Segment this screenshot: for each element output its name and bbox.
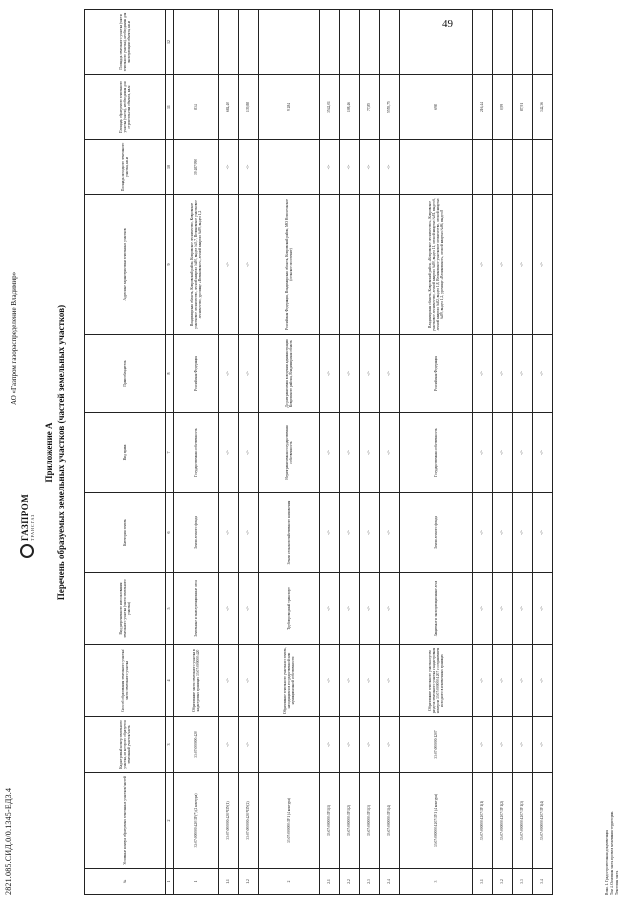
table-cell: 108,46: [340, 75, 360, 140]
table-cell: -//-: [219, 717, 239, 773]
table-cell: Неразграниченная государственная собственность: [259, 413, 320, 493]
table-cell: [513, 10, 533, 75]
table-cell: -//-: [219, 645, 239, 717]
table-row: [219, 10, 239, 895]
column-number: 1: [166, 869, 174, 895]
table-cell: -//-: [239, 335, 259, 413]
table-cell: -//-: [340, 413, 360, 493]
land-plots-table: [84, 10, 553, 895]
table-cell: 33:07:000000:420/ЗУ(*) (2 контура): [174, 773, 219, 869]
table-cell: Владимирская область, Ковровский район, «Ковровское лесничество», Ковровское участковое лесничество, лесной квартал №80, выдел 11, лесной квартал №81, выдел 6, лесной квартал №82, выдел 1,8, Великовское участковое лесничество, лесной квартал №89, выдел 1,2, урочище «Великовское», лесной квартал №86, выдел 8: [400, 195, 473, 335]
logo-text: ГАЗПРОМ: [20, 493, 30, 541]
table-cell: Защитные и эксплуатационные леса: [400, 573, 473, 645]
company-name: АО «Газпром газораспределение Владимир»: [10, 271, 18, 405]
table-cell: 3542,01: [320, 75, 340, 140]
table-cell: -//-: [513, 335, 533, 413]
table-cell: -//-: [239, 140, 259, 195]
table-cell: [340, 195, 360, 335]
table-cell: 1.1: [219, 869, 239, 895]
table-cell: 33:07:000000:ЗУ1 (4 контура): [259, 773, 320, 869]
table-cell: 834: [174, 75, 219, 140]
table-cell: -//-: [493, 717, 513, 773]
table-cell: -//-: [513, 573, 533, 645]
table-cell: -//-: [493, 413, 513, 493]
table-cell: 3.2: [493, 869, 513, 895]
table-cell: -//-: [473, 413, 493, 493]
table-row: [340, 10, 360, 895]
table-cell: [340, 10, 360, 75]
table-cell: Образование части земельного участка в кадастровых границах 33:07:000000:420: [174, 645, 219, 717]
table-row: [360, 10, 380, 895]
table-cell: [360, 10, 380, 75]
table-cell: 33:07:000000:420: [174, 717, 219, 773]
table-cell: [473, 10, 493, 75]
table-row: [259, 10, 320, 895]
table-cell: До разграничения в ведении администрации Ковровского района, Владимирская область: [259, 335, 320, 413]
table-cell: -//-: [340, 645, 360, 717]
table-cell: -//-: [360, 413, 380, 493]
appendix-title: Приложение А: [44, 422, 54, 483]
table-cell: -//-: [219, 335, 239, 413]
table-cell: -//-: [219, 413, 239, 493]
table-cell: 1: [174, 869, 219, 895]
column-number: 8: [166, 335, 174, 413]
column-header: Условные номера образуемых земельных участков/частей: [85, 773, 166, 869]
table-cell: [174, 10, 219, 75]
table-cell: 684,40: [219, 75, 239, 140]
table-cell: 216,44: [473, 75, 493, 140]
footnotes: [605, 811, 620, 895]
table-cell: Земельные и эксплуатационные леса: [174, 573, 219, 645]
table-row: [513, 10, 533, 895]
table-cell: 33:07:000000:420/ЧЗУ(2): [239, 773, 259, 869]
table-cell: 33:07:000000:1207: [400, 717, 473, 773]
column-header: Адресные характеристики земельных участков: [85, 195, 166, 335]
table-cell: -//-: [340, 335, 360, 413]
table-cell: 2: [259, 869, 320, 895]
table-cell: [239, 10, 259, 75]
table-cell: -//-: [219, 493, 239, 573]
table-cell: 2.4: [380, 869, 400, 895]
table-cell: -//-: [380, 335, 400, 413]
table-cell: 3.1: [473, 869, 493, 895]
table-cell: [400, 140, 473, 195]
footnote-line: Взам. 1. Градостроительная документация: [605, 830, 609, 895]
column-number-row: [166, 10, 174, 895]
table-cell: Государственная собственность: [400, 413, 473, 493]
table-cell: [493, 10, 513, 75]
table-cell: -//-: [533, 413, 553, 493]
table-cell: 1.2: [239, 869, 259, 895]
column-number: 6: [166, 493, 174, 573]
company-logo: [20, 488, 36, 558]
table-cell: Российская Федерация: [174, 335, 219, 413]
table-row: [174, 10, 219, 895]
column-number: 3: [166, 717, 174, 773]
table-cell: -//-: [473, 717, 493, 773]
table-row: [380, 10, 400, 895]
table-cell: -//-: [473, 195, 493, 335]
table-cell: -//-: [513, 493, 533, 573]
table-cell: -//-: [493, 335, 513, 413]
column-header: Площадь исходного земельного участка, кв.м: [85, 140, 166, 195]
table-cell: -//-: [219, 195, 239, 335]
table-cell: 3.4: [533, 869, 553, 895]
table-cell: [219, 10, 239, 75]
column-number: 7: [166, 413, 174, 493]
table-cell: -//-: [533, 195, 553, 335]
table-cell: [380, 195, 400, 335]
table-cell: -//-: [513, 717, 533, 773]
table-cell: -//-: [340, 493, 360, 573]
table-cell: -//-: [533, 645, 553, 717]
table-cell: 9 284: [259, 75, 320, 140]
column-header: №: [85, 869, 166, 895]
table-cell: -//-: [340, 140, 360, 195]
table-cell: -//-: [513, 195, 533, 335]
table-cell: [259, 717, 320, 773]
table-cell: -//-: [340, 573, 360, 645]
table-cell: 33:07:000000:420/ЧЗУ(1): [219, 773, 239, 869]
table-cell: -//-: [533, 335, 553, 413]
column-header: Площадь образуемого земельного участка (части), необходимая для строительства объекта, кв.м: [85, 75, 166, 140]
table-cell: -//-: [340, 717, 360, 773]
table-cell: 342,36: [533, 75, 553, 140]
table-cell: -//-: [473, 573, 493, 645]
document-code: 2821.085.СИД.0/0.1345-ЕД3.4: [4, 787, 13, 895]
table-cell: -//-: [239, 493, 259, 573]
table-cell: 5555,75: [380, 75, 400, 140]
table-cell: -//-: [493, 493, 513, 573]
table-cell: [320, 10, 340, 75]
footnote-line: Том 4. Основная часть проекта межевания территории.: [610, 810, 615, 895]
table-cell: -//-: [239, 413, 259, 493]
table-cell: Земли сельскохозяйственного назначения: [259, 493, 320, 573]
table-cell: -//-: [533, 717, 553, 773]
table-cell: [259, 140, 320, 195]
table-cell: -//-: [493, 195, 513, 335]
column-header: Категория земель: [85, 493, 166, 573]
table-cell: Образование земельного участка из земель, находящихся в государственной или муниципальной собственности: [259, 645, 320, 717]
table-cell: -//-: [493, 645, 513, 717]
table-cell: [360, 195, 380, 335]
table-cell: [320, 195, 340, 335]
table-cell: 33:07:000000:ЗУ1(1): [320, 773, 340, 869]
table-cell: -//-: [473, 645, 493, 717]
table-cell: [533, 10, 553, 75]
table-row: [533, 10, 553, 895]
column-header: Правообладатель: [85, 335, 166, 413]
table-cell: -//-: [360, 335, 380, 413]
table-cell: [493, 140, 513, 195]
table-cell: -//-: [320, 140, 340, 195]
table-cell: 39 487 990: [174, 140, 219, 195]
table-cell: -//-: [493, 573, 513, 645]
table-cell: [533, 140, 553, 195]
table-cell: 139,88: [239, 75, 259, 140]
table-cell: -//-: [380, 413, 400, 493]
column-number: 2: [166, 773, 174, 869]
table-cell: -//-: [473, 335, 493, 413]
table-header-row: [85, 10, 166, 895]
table-cell: -//-: [239, 717, 259, 773]
table-row: [239, 10, 259, 895]
table-cell: -//-: [513, 413, 533, 493]
table-cell: 3.3: [513, 869, 533, 895]
table-cell: -//-: [320, 413, 340, 493]
table-cell: -//-: [320, 717, 340, 773]
table-cell: -//-: [380, 493, 400, 573]
table-cell: -//-: [219, 573, 239, 645]
column-number: 11: [166, 75, 174, 140]
table-cell: -//-: [380, 140, 400, 195]
table-cell: -//-: [360, 140, 380, 195]
table-cell: -//-: [320, 493, 340, 573]
table-cell: -//-: [239, 195, 259, 335]
table-row: [493, 10, 513, 895]
table-cell: [513, 140, 533, 195]
table-cell: 33:07:000000:1207/ЗУ1(3): [513, 773, 533, 869]
table-cell: 2.1: [320, 869, 340, 895]
table-cell: Земли лесного фонда: [174, 493, 219, 573]
table-cell: -//-: [360, 573, 380, 645]
table-cell: Владимирская область, Ковровский район, Ковровское лесничество, Ковровское участковое лесничество, лесной квартал №80, выдел №5,7, Великовское участковое лесничество, урочище «Великовское», лесной квартал №89, выдел 1,2: [174, 195, 219, 335]
table-cell: 3: [400, 869, 473, 895]
table-cell: -//-: [320, 335, 340, 413]
table-cell: 77,85: [360, 75, 380, 140]
column-header: Вид разрешенного использования земельного участка (части земельного участка): [85, 573, 166, 645]
table-cell: -//-: [239, 645, 259, 717]
table-cell: -//-: [380, 717, 400, 773]
table-cell: Образование земельного участка путем раздела земельного участка с кадастровым номером 33:07:000000:1207 с сохранением исходного в измененных границах: [400, 645, 473, 717]
column-number: 10: [166, 140, 174, 195]
table-cell: [259, 10, 320, 75]
table-cell: Российская Федерация, Владимирская область, Ковровский район, МО Новосельское (сельское поселение): [259, 195, 320, 335]
table-row: [320, 10, 340, 895]
table-cell: 0,99: [493, 75, 513, 140]
table-cell: Земли лесного фонда: [400, 493, 473, 573]
column-number: 4: [166, 645, 174, 717]
column-header: Площадь земельного участка (части земельного участка), необходимая для эксплуатации объекта, кв.м: [85, 10, 166, 75]
column-header: Вид права: [85, 413, 166, 493]
column-number: 12: [166, 10, 174, 75]
table-cell: -//-: [360, 645, 380, 717]
table-cell: -//-: [533, 573, 553, 645]
column-number: 5: [166, 573, 174, 645]
table-cell: 33:07:000000:1207/ЗУ1(1): [473, 773, 493, 869]
table-cell: 2.2: [340, 869, 360, 895]
table-cell: 87,91: [513, 75, 533, 140]
table-cell: 33:07:000000:1207/ЗУ1 (4 контура): [400, 773, 473, 869]
table-cell: Трубопроводный транспорт: [259, 573, 320, 645]
page-number: 49: [442, 18, 453, 30]
table-cell: [473, 140, 493, 195]
table-cell: -//-: [380, 573, 400, 645]
logo-subtext: ТРАНСГАЗ: [30, 513, 35, 541]
table-cell: -//-: [219, 140, 239, 195]
table-cell: 2.3: [360, 869, 380, 895]
table-cell: 33:07:000000:1207/ЗУ1(2): [493, 773, 513, 869]
table-cell: -//-: [360, 493, 380, 573]
table-cell: -//-: [513, 645, 533, 717]
table-cell: -//-: [533, 493, 553, 573]
gazprom-flame-icon: [20, 544, 34, 558]
table-cell: -//-: [380, 645, 400, 717]
table-cell: -//-: [320, 573, 340, 645]
table-cell: 698: [400, 75, 473, 140]
table-cell: Государственная собственность: [174, 413, 219, 493]
table-cell: Российская Федерация: [400, 335, 473, 413]
column-header: Способ образования земельного участка/части земельного участка: [85, 645, 166, 717]
table-cell: 33:07:000000:ЗУ1(2): [340, 773, 360, 869]
table-row: [473, 10, 493, 895]
table-cell: -//-: [360, 717, 380, 773]
table-cell: 33:07:000000:1207/ЗУ1(4): [533, 773, 553, 869]
column-header: Кадастровый номер земельного участка, из которого образуется земельный участок/часть: [85, 717, 166, 773]
table-cell: [400, 10, 473, 75]
table-cell: -//-: [239, 573, 259, 645]
table-cell: 33:07:000000:ЗУ1(4): [380, 773, 400, 869]
table-cell: [380, 10, 400, 75]
column-number: 9: [166, 195, 174, 335]
table-row: [400, 10, 473, 895]
table-cell: 33:07:000000:ЗУ1(3): [360, 773, 380, 869]
table-cell: -//-: [473, 493, 493, 573]
table-cell: -//-: [320, 645, 340, 717]
footnote-line: Текстовая часть: [615, 870, 620, 895]
table-heading: Перечень образуемых земельных участков (частей земельных участков): [56, 304, 66, 601]
